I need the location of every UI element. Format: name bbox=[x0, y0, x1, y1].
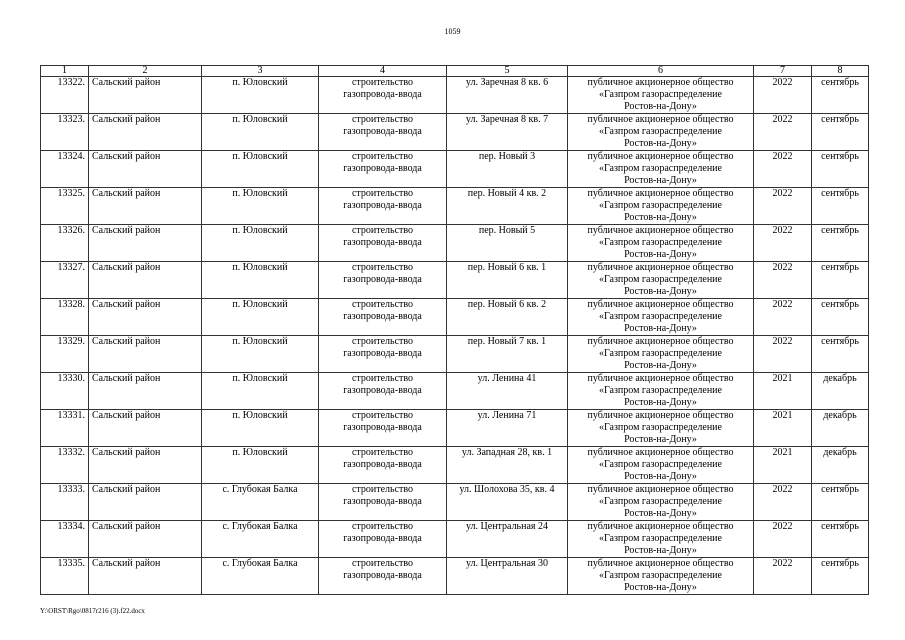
district-cell bbox=[89, 77, 202, 114]
settlement-cell bbox=[202, 336, 319, 373]
row-number bbox=[41, 336, 89, 373]
work-type-cell-text: газопровода-ввода bbox=[343, 348, 422, 359]
work-type-cell-text: строительство bbox=[351, 188, 414, 199]
year-cell bbox=[754, 114, 812, 151]
district-cell bbox=[89, 188, 202, 225]
month-cell bbox=[812, 262, 869, 299]
organization-cell-text: Ростов-на-Дону» bbox=[624, 434, 697, 445]
month-cell-text: сентябрь bbox=[821, 521, 859, 532]
row-number bbox=[41, 188, 89, 225]
work-type-cell-text: строительство bbox=[351, 447, 414, 458]
work-type-cell-text: газопровода-ввода bbox=[343, 533, 422, 544]
settlement-cell-text: п. Юловский bbox=[232, 336, 288, 347]
settlement-cell-text: с. Глубокая Балка bbox=[222, 558, 298, 569]
year-cell-text: 2022 bbox=[772, 225, 793, 236]
settlement-cell-text: п. Юловский bbox=[232, 410, 288, 421]
column-header: 5 bbox=[447, 66, 568, 77]
row-number-text: 13325. bbox=[57, 188, 85, 199]
organization-cell-text: Ростов-на-Дону» bbox=[624, 545, 697, 556]
district-cell-text: Сальский район bbox=[92, 225, 161, 236]
year-cell bbox=[754, 188, 812, 225]
organization-cell-text: Ростов-на-Дону» bbox=[624, 286, 697, 297]
year-cell-text: 2022 bbox=[772, 299, 793, 310]
organization-cell bbox=[568, 114, 754, 151]
organization-cell-text: «Газпром газораспределение bbox=[599, 533, 722, 544]
address-cell bbox=[447, 188, 568, 225]
year-cell-text: 2022 bbox=[772, 262, 793, 273]
row-number-text: 13330. bbox=[57, 373, 85, 384]
year-cell bbox=[754, 373, 812, 410]
month-cell-text: сентябрь bbox=[821, 151, 859, 162]
work-type-cell-text: строительство bbox=[351, 558, 414, 569]
district-cell-text: Сальский район bbox=[92, 558, 161, 569]
month-cell-text: сентябрь bbox=[821, 484, 859, 495]
district-cell bbox=[89, 521, 202, 558]
district-cell bbox=[89, 410, 202, 447]
organization-cell-text: «Газпром газораспределение bbox=[599, 126, 722, 137]
district-cell-text: Сальский район bbox=[92, 410, 161, 421]
organization-cell-text: Ростов-на-Дону» bbox=[624, 323, 697, 334]
table-row bbox=[41, 77, 869, 114]
organization-cell-text: Ростов-на-Дону» bbox=[624, 508, 697, 519]
address-cell-text: ул. Ленина 41 bbox=[477, 373, 537, 384]
work-type-cell bbox=[319, 188, 447, 225]
work-type-cell-text: газопровода-ввода bbox=[343, 163, 422, 174]
address-cell bbox=[447, 299, 568, 336]
organization-cell-text: «Газпром газораспределение bbox=[599, 163, 722, 174]
district-cell bbox=[89, 558, 202, 595]
work-type-cell bbox=[319, 521, 447, 558]
district-cell bbox=[89, 484, 202, 521]
year-cell bbox=[754, 447, 812, 484]
work-type-cell bbox=[319, 336, 447, 373]
address-cell-text: пер. Новый 5 bbox=[478, 225, 536, 236]
organization-cell-text: «Газпром газораспределение bbox=[599, 274, 722, 285]
organization-cell-text: «Газпром газораспределение bbox=[599, 459, 722, 470]
year-cell bbox=[754, 151, 812, 188]
table-row bbox=[41, 336, 869, 373]
work-type-cell-text: газопровода-ввода bbox=[343, 385, 422, 396]
settlement-cell-text: п. Юловский bbox=[232, 77, 288, 88]
organization-cell bbox=[568, 447, 754, 484]
settlement-cell bbox=[202, 373, 319, 410]
month-cell bbox=[812, 484, 869, 521]
work-type-cell-text: газопровода-ввода bbox=[343, 459, 422, 470]
organization-cell-text: публичное акционерное общество bbox=[587, 410, 734, 421]
year-cell bbox=[754, 336, 812, 373]
table-row bbox=[41, 447, 869, 484]
row-number-text: 13332. bbox=[57, 447, 85, 458]
work-type-cell-text: строительство bbox=[351, 262, 414, 273]
organization-cell bbox=[568, 77, 754, 114]
address-cell bbox=[447, 336, 568, 373]
month-cell bbox=[812, 521, 869, 558]
year-cell bbox=[754, 410, 812, 447]
district-cell bbox=[89, 447, 202, 484]
settlement-cell bbox=[202, 484, 319, 521]
organization-cell-text: публичное акционерное общество bbox=[587, 114, 734, 125]
settlement-cell-text: п. Юловский bbox=[232, 225, 288, 236]
district-cell bbox=[89, 114, 202, 151]
district-cell-text: Сальский район bbox=[92, 484, 161, 495]
address-cell-text: ул. Заречная 8 кв. 7 bbox=[465, 114, 549, 125]
organization-cell-text: Ростов-на-Дону» bbox=[624, 175, 697, 186]
month-cell bbox=[812, 410, 869, 447]
table-row bbox=[41, 299, 869, 336]
column-header: 8 bbox=[812, 66, 869, 77]
table-row bbox=[41, 225, 869, 262]
column-header: 6 bbox=[568, 66, 754, 77]
settlement-cell bbox=[202, 225, 319, 262]
month-cell-text: сентябрь bbox=[821, 225, 859, 236]
organization-cell-text: Ростов-на-Дону» bbox=[624, 471, 697, 482]
address-cell-text: ул. Шолохова 35, кв. 4 bbox=[459, 484, 555, 495]
month-cell bbox=[812, 558, 869, 595]
row-number bbox=[41, 225, 89, 262]
organization-cell-text: «Газпром газораспределение bbox=[599, 570, 722, 581]
work-type-cell-text: строительство bbox=[351, 77, 414, 88]
row-number-text: 13333. bbox=[57, 484, 85, 495]
table-row bbox=[41, 114, 869, 151]
year-cell bbox=[754, 521, 812, 558]
table-row bbox=[41, 151, 869, 188]
row-number bbox=[41, 299, 89, 336]
row-number bbox=[41, 77, 89, 114]
address-cell-text: пер. Новый 6 кв. 1 bbox=[467, 262, 547, 273]
organization-cell-text: «Газпром газораспределение bbox=[599, 237, 722, 248]
organization-cell-text: публичное акционерное общество bbox=[587, 484, 734, 495]
settlement-cell bbox=[202, 151, 319, 188]
month-cell-text: декабрь bbox=[823, 410, 857, 421]
organization-cell-text: «Газпром газораспределение bbox=[599, 89, 722, 100]
month-cell bbox=[812, 299, 869, 336]
year-cell-text: 2021 bbox=[772, 410, 793, 421]
address-cell bbox=[447, 484, 568, 521]
year-cell-text: 2021 bbox=[772, 373, 793, 384]
column-header: 7 bbox=[754, 66, 812, 77]
address-cell-text: ул. Заречная 8 кв. 6 bbox=[465, 77, 549, 88]
organization-cell bbox=[568, 151, 754, 188]
district-cell bbox=[89, 336, 202, 373]
organization-cell-text: публичное акционерное общество bbox=[587, 188, 734, 199]
organization-cell-text: «Газпром газораспределение bbox=[599, 348, 722, 359]
work-type-cell bbox=[319, 77, 447, 114]
table-row bbox=[41, 558, 869, 595]
work-type-cell bbox=[319, 558, 447, 595]
month-cell bbox=[812, 151, 869, 188]
district-cell bbox=[89, 225, 202, 262]
address-cell bbox=[447, 558, 568, 595]
work-type-cell-text: строительство bbox=[351, 114, 414, 125]
district-cell-text: Сальский район bbox=[92, 77, 161, 88]
address-cell bbox=[447, 373, 568, 410]
year-cell bbox=[754, 225, 812, 262]
organization-cell-text: «Газпром газораспределение bbox=[599, 385, 722, 396]
settlement-cell-text: п. Юловский bbox=[232, 447, 288, 458]
month-cell-text: декабрь bbox=[823, 447, 857, 458]
organization-cell-text: публичное акционерное общество bbox=[587, 336, 734, 347]
settlement-cell bbox=[202, 447, 319, 484]
work-type-cell-text: газопровода-ввода bbox=[343, 570, 422, 581]
work-type-cell-text: газопровода-ввода bbox=[343, 200, 422, 211]
column-header: 1 bbox=[41, 66, 89, 77]
district-cell-text: Сальский район bbox=[92, 521, 161, 532]
district-cell-text: Сальский район bbox=[92, 336, 161, 347]
address-cell-text: пер. Новый 7 кв. 1 bbox=[467, 336, 547, 347]
settlement-cell-text: п. Юловский bbox=[232, 262, 288, 273]
row-number-text: 13328. bbox=[57, 299, 85, 310]
work-type-cell bbox=[319, 447, 447, 484]
organization-cell bbox=[568, 336, 754, 373]
column-header: 3 bbox=[202, 66, 319, 77]
row-number-text: 13331. bbox=[57, 410, 85, 421]
year-cell-text: 2022 bbox=[772, 336, 793, 347]
work-type-cell-text: газопровода-ввода bbox=[343, 89, 422, 100]
organization-cell-text: «Газпром газораспределение bbox=[599, 200, 722, 211]
address-cell bbox=[447, 521, 568, 558]
year-cell bbox=[754, 77, 812, 114]
year-cell bbox=[754, 262, 812, 299]
district-cell bbox=[89, 262, 202, 299]
organization-cell-text: публичное акционерное общество bbox=[587, 558, 734, 569]
organization-cell bbox=[568, 262, 754, 299]
address-cell-text: пер. Новый 6 кв. 2 bbox=[467, 299, 547, 310]
header-row bbox=[41, 66, 869, 77]
row-number bbox=[41, 447, 89, 484]
table-body bbox=[41, 66, 869, 595]
column-header: 4 bbox=[319, 66, 447, 77]
organization-cell bbox=[568, 558, 754, 595]
row-number-text: 13323. bbox=[57, 114, 85, 125]
work-type-cell-text: газопровода-ввода bbox=[343, 274, 422, 285]
work-type-cell bbox=[319, 484, 447, 521]
work-type-cell-text: газопровода-ввода bbox=[343, 311, 422, 322]
address-cell bbox=[447, 77, 568, 114]
organization-cell-text: Ростов-на-Дону» bbox=[624, 212, 697, 223]
organization-cell-text: публичное акционерное общество bbox=[587, 299, 734, 310]
organization-cell bbox=[568, 373, 754, 410]
settlement-cell bbox=[202, 558, 319, 595]
work-type-cell bbox=[319, 114, 447, 151]
address-cell bbox=[447, 447, 568, 484]
organization-cell-text: Ростов-на-Дону» bbox=[624, 582, 697, 593]
settlement-cell-text: п. Юловский bbox=[232, 188, 288, 199]
address-cell bbox=[447, 114, 568, 151]
year-cell-text: 2021 bbox=[772, 447, 793, 458]
organization-cell bbox=[568, 521, 754, 558]
settlement-cell bbox=[202, 114, 319, 151]
organization-cell-text: Ростов-на-Дону» bbox=[624, 397, 697, 408]
month-cell bbox=[812, 114, 869, 151]
address-cell-text: ул. Центральная 24 bbox=[465, 521, 549, 532]
organization-cell-text: Ростов-на-Дону» bbox=[624, 101, 697, 112]
district-cell-text: Сальский район bbox=[92, 114, 161, 125]
organization-cell-text: Ростов-на-Дону» bbox=[624, 138, 697, 149]
work-type-cell bbox=[319, 151, 447, 188]
settlement-cell bbox=[202, 521, 319, 558]
row-number bbox=[41, 521, 89, 558]
month-cell bbox=[812, 225, 869, 262]
address-cell-text: пер. Новый 4 кв. 2 bbox=[467, 188, 547, 199]
table-row bbox=[41, 484, 869, 521]
row-number bbox=[41, 410, 89, 447]
settlement-cell bbox=[202, 410, 319, 447]
settlement-cell-text: с. Глубокая Балка bbox=[222, 521, 298, 532]
settlement-cell bbox=[202, 299, 319, 336]
settlement-cell-text: п. Юловский bbox=[232, 299, 288, 310]
address-cell bbox=[447, 151, 568, 188]
address-cell-text: ул. Центральная 30 bbox=[465, 558, 549, 569]
organization-cell-text: публичное акционерное общество bbox=[587, 77, 734, 88]
year-cell-text: 2022 bbox=[772, 188, 793, 199]
work-type-cell bbox=[319, 225, 447, 262]
district-cell-text: Сальский район bbox=[92, 447, 161, 458]
settlement-cell bbox=[202, 77, 319, 114]
organization-cell-text: публичное акционерное общество bbox=[587, 373, 734, 384]
work-type-cell-text: строительство bbox=[351, 336, 414, 347]
year-cell bbox=[754, 558, 812, 595]
year-cell bbox=[754, 484, 812, 521]
month-cell bbox=[812, 336, 869, 373]
row-number bbox=[41, 151, 89, 188]
month-cell-text: сентябрь bbox=[821, 188, 859, 199]
settlement-cell-text: п. Юловский bbox=[232, 373, 288, 384]
month-cell bbox=[812, 447, 869, 484]
organization-cell-text: публичное акционерное общество bbox=[587, 521, 734, 532]
address-cell-text: ул. Западная 28, кв. 1 bbox=[461, 447, 553, 458]
month-cell-text: сентябрь bbox=[821, 299, 859, 310]
organization-cell-text: «Газпром газораспределение bbox=[599, 311, 722, 322]
work-type-cell bbox=[319, 262, 447, 299]
address-cell bbox=[447, 410, 568, 447]
organization-cell bbox=[568, 299, 754, 336]
year-cell-text: 2022 bbox=[772, 521, 793, 532]
settlement-cell-text: п. Юловский bbox=[232, 114, 288, 125]
row-number-text: 13324. bbox=[57, 151, 85, 162]
month-cell-text: декабрь bbox=[823, 373, 857, 384]
organization-cell-text: публичное акционерное общество bbox=[587, 151, 734, 162]
row-number bbox=[41, 262, 89, 299]
settlement-cell-text: с. Глубокая Балка bbox=[222, 484, 298, 495]
organization-cell-text: Ростов-на-Дону» bbox=[624, 360, 697, 371]
work-type-cell-text: газопровода-ввода bbox=[343, 496, 422, 507]
work-type-cell-text: строительство bbox=[351, 299, 414, 310]
settlement-cell bbox=[202, 262, 319, 299]
district-cell-text: Сальский район bbox=[92, 188, 161, 199]
organization-cell-text: публичное акционерное общество bbox=[587, 262, 734, 273]
organization-cell bbox=[568, 188, 754, 225]
work-type-cell bbox=[319, 299, 447, 336]
district-cell-text: Сальский район bbox=[92, 262, 161, 273]
work-type-cell-text: строительство bbox=[351, 410, 414, 421]
organization-cell bbox=[568, 484, 754, 521]
table-row bbox=[41, 262, 869, 299]
work-type-cell-text: строительство bbox=[351, 521, 414, 532]
row-number-text: 13335. bbox=[57, 558, 85, 569]
month-cell-text: сентябрь bbox=[821, 77, 859, 88]
table-row bbox=[41, 188, 869, 225]
month-cell-text: сентябрь bbox=[821, 336, 859, 347]
month-cell bbox=[812, 373, 869, 410]
district-cell-text: Сальский район bbox=[92, 151, 161, 162]
organization-cell-text: Ростов-на-Дону» bbox=[624, 249, 697, 260]
registry-table bbox=[40, 65, 869, 595]
month-cell-text: сентябрь bbox=[821, 262, 859, 273]
month-cell-text: сентябрь bbox=[821, 558, 859, 569]
organization-cell bbox=[568, 410, 754, 447]
address-cell bbox=[447, 225, 568, 262]
row-number-text: 13329. bbox=[57, 336, 85, 347]
row-number-text: 13326. bbox=[57, 225, 85, 236]
row-number bbox=[41, 484, 89, 521]
district-cell bbox=[89, 299, 202, 336]
row-number bbox=[41, 558, 89, 595]
address-cell-text: ул. Ленина 71 bbox=[477, 410, 537, 421]
year-cell-text: 2022 bbox=[772, 114, 793, 125]
work-type-cell-text: строительство bbox=[351, 225, 414, 236]
row-number bbox=[41, 114, 89, 151]
table-row bbox=[41, 373, 869, 410]
work-type-cell-text: газопровода-ввода bbox=[343, 237, 422, 248]
organization-cell-text: «Газпром газораспределение bbox=[599, 496, 722, 507]
district-cell bbox=[89, 151, 202, 188]
organization-cell-text: «Газпром газораспределение bbox=[599, 422, 722, 433]
row-number bbox=[41, 373, 89, 410]
row-number-text: 13322. bbox=[57, 77, 85, 88]
address-cell-text: пер. Новый 3 bbox=[478, 151, 536, 162]
work-type-cell bbox=[319, 410, 447, 447]
table-row bbox=[41, 410, 869, 447]
work-type-cell bbox=[319, 373, 447, 410]
year-cell-text: 2022 bbox=[772, 151, 793, 162]
row-number-text: 13334. bbox=[57, 521, 85, 532]
address-cell bbox=[447, 262, 568, 299]
district-cell-text: Сальский район bbox=[92, 299, 161, 310]
table-row bbox=[41, 521, 869, 558]
work-type-cell-text: газопровода-ввода bbox=[343, 126, 422, 137]
district-cell-text: Сальский район bbox=[92, 373, 161, 384]
work-type-cell-text: строительство bbox=[351, 151, 414, 162]
month-cell bbox=[812, 188, 869, 225]
page-number: 1059 bbox=[444, 27, 461, 36]
month-cell bbox=[812, 77, 869, 114]
settlement-cell bbox=[202, 188, 319, 225]
year-cell-text: 2022 bbox=[772, 77, 793, 88]
year-cell-text: 2022 bbox=[772, 484, 793, 495]
column-header: 2 bbox=[89, 66, 202, 77]
work-type-cell-text: строительство bbox=[351, 373, 414, 384]
footer-file-path: Y:\ORST\Rgo\0817r216 (3).f22.docx bbox=[40, 607, 145, 615]
organization-cell-text: публичное акционерное общество bbox=[587, 447, 734, 458]
organization-cell-text: публичное акционерное общество bbox=[587, 225, 734, 236]
work-type-cell-text: газопровода-ввода bbox=[343, 422, 422, 433]
settlement-cell-text: п. Юловский bbox=[232, 151, 288, 162]
row-number-text: 13327. bbox=[57, 262, 85, 273]
year-cell-text: 2022 bbox=[772, 558, 793, 569]
organization-cell bbox=[568, 225, 754, 262]
work-type-cell-text: строительство bbox=[351, 484, 414, 495]
district-cell bbox=[89, 373, 202, 410]
year-cell bbox=[754, 299, 812, 336]
month-cell-text: сентябрь bbox=[821, 114, 859, 125]
